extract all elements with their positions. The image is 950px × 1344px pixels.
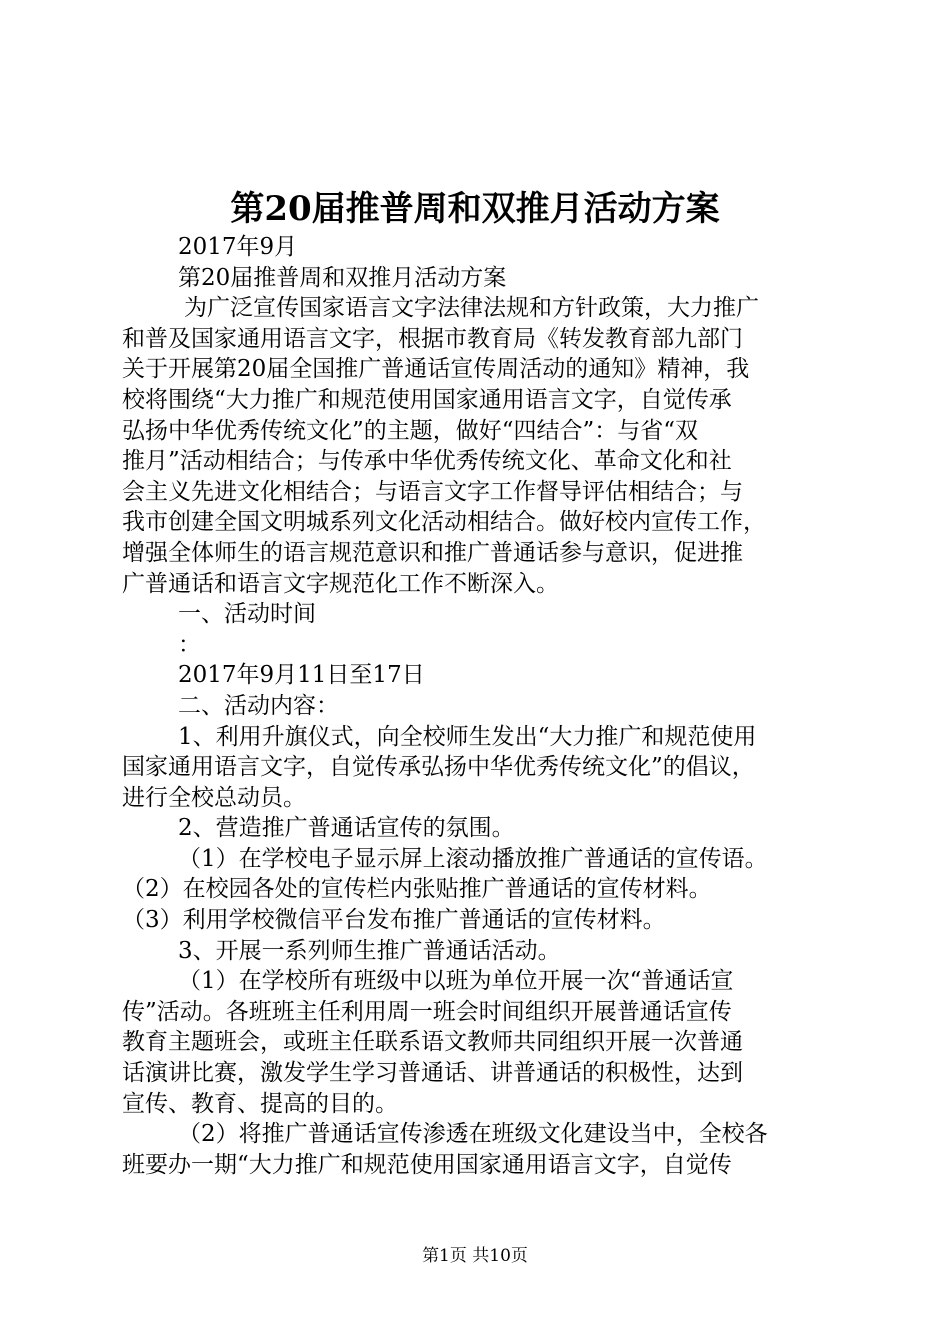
paragraph-line: 传”活动。各班班主任利用周一班会时间组织开展普通话宣传 xyxy=(122,998,732,1025)
paragraph-line: 会主义先进文化相结合；与语言文字工作督导评估相结合；与 xyxy=(122,478,743,505)
paragraph-line: 3、开展一系列师生推广普通话活动。 xyxy=(178,937,561,964)
section-heading: 二、活动内容： xyxy=(178,692,339,719)
paragraph-line: 话演讲比赛，激发学生学习普通话、讲普通话的积极性，达到 xyxy=(122,1060,743,1087)
paragraph-line: 教育主题班会，或班主任联系语文教师共同组织开展一次普通 xyxy=(122,1029,743,1056)
section-heading: 一、活动时间 xyxy=(178,601,316,628)
paragraph-line: 宣传、教育、提高的目的。 xyxy=(122,1090,398,1117)
list-item: （2）在校园各处的宣传栏内张贴推广普通话的宣传材料。 xyxy=(122,876,712,903)
paragraph-line: 校将围绕“大力推广和规范使用国家通用语言文字，自觉传承 xyxy=(122,386,732,413)
document-body xyxy=(122,232,834,1180)
list-item: （1）在学校电子显示屏上滚动播放推广普通话的宣传语。 xyxy=(178,845,768,872)
paragraph-line: 和普及国家通用语言文字，根据市教育局《转发教育部九部门 xyxy=(122,325,743,352)
paragraph-line: 关于开展第20届全国推广普通话宣传周活动的通知》精神，我 xyxy=(122,356,750,383)
paragraph-line: （1）在学校所有班级中以班为单位开展一次“普通话宣 xyxy=(178,968,734,995)
paragraph-line: 2、营造推广普通话宣传的氛围。 xyxy=(178,815,515,842)
paragraph-line: 1、利用升旗仪式，向全校师生发出“大力推广和规范使用 xyxy=(178,723,757,750)
event-dates: 2017年9月11日至17日 xyxy=(178,662,425,689)
colon-line: ： xyxy=(178,631,201,658)
paragraph-line: 我市创建全国文明城系列文化活动相结合。做好校内宣传工作， xyxy=(122,509,766,536)
paragraph-line: 国家通用语言文字，自觉传承弘扬中华优秀传统文化”的倡议， xyxy=(122,754,755,781)
paragraph-line: 班要办一期“大力推广和规范使用国家通用语言文字，自觉传 xyxy=(122,1151,732,1178)
paragraph-line: 进行全校总动员。 xyxy=(122,784,306,811)
subtitle-line: 第20届推普周和双推月活动方案 xyxy=(178,264,507,291)
paragraph-line: 弘扬中华优秀传统文化”的主题，做好“四结合”：与省“双 xyxy=(122,417,699,444)
paragraph-line: 广普通话和语言文字规范化工作不断深入。 xyxy=(122,570,559,597)
paragraph-line: 增强全体师生的语言规范意识和推广普通话参与意识，促进推 xyxy=(122,539,743,566)
paragraph-line: 推月”活动相结合；与传承中华优秀传统文化、革命文化和社 xyxy=(122,448,732,475)
paragraph-line: （2）将推广普通话宣传渗透在班级文化建设当中，全校各 xyxy=(178,1121,768,1148)
date-line: 2017年9月 xyxy=(178,234,298,260)
list-item: （3）利用学校微信平台发布推广普通话的宣传材料。 xyxy=(122,907,666,934)
document-title: 第20届推普周和双推月活动方案 xyxy=(230,189,720,229)
paragraph-line: 为广泛宣传国家语言文字法律法规和方针政策，大力推广 xyxy=(184,295,759,322)
page-number: 第1页 共10页 xyxy=(422,1246,528,1266)
